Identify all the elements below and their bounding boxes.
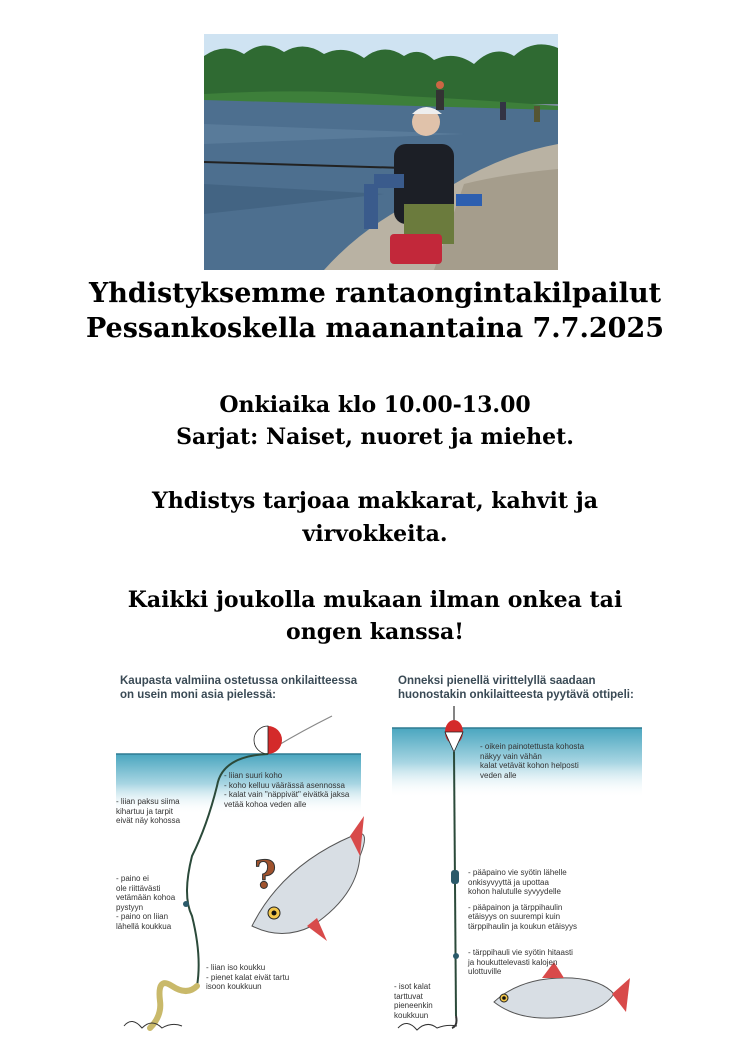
note-line: - kalat vain "näppivät" eivätkä jaksa [224,790,350,799]
note-line: ja houkuttelevasti kalojen [468,957,558,967]
fishing-photo-image [204,34,558,270]
note-line: etäisyys on suurempi kuin [468,912,561,921]
right-note-small [394,982,433,1020]
note-line: veden alle [480,770,517,780]
note-line: lähellä koukkua [116,921,172,931]
left-note-hook [206,963,289,992]
offer-line-2: virvokkeita. [302,521,448,547]
right-note-top [480,742,584,780]
fishing-photo [204,34,558,270]
invite-line-1: Kaikki joukolla mukaan ilman onkea tai [127,587,623,613]
note-line: kalat vetävät kohon helposti [480,761,579,770]
question-mark: ? [254,852,277,897]
note-line: eivät näy kohossa [116,816,181,825]
note-line: isoon koukkuun [206,982,262,991]
note-line: vetämään kohoa [116,893,176,902]
note-line: ole riittävästi [116,883,161,893]
note-line: - liian suuri koho [224,771,283,780]
left-caption-1: Kaupasta valmiina ostetussa onkilaitteessa [120,675,358,687]
tackle-illustration [102,656,652,1046]
note-line: - liian iso koukku [206,963,266,972]
note-line: kihartuu ja tarpit [116,806,173,816]
title-line-1: Yhdistyksemme rantaongintakilpailut [88,278,662,309]
note-line: - liian paksu siima [116,797,180,806]
note-line: - koho kelluu väärässä asennossa [224,780,345,790]
note-line: pieneenkin [394,1001,433,1010]
left-caption-2: on usein moni asia pielessä: [120,689,276,701]
tackle-drawing [102,656,652,1046]
left-note-float [224,771,349,809]
fishing-time: Onkiaika klo 10.00-13.00 [219,392,531,418]
invite-line-2: ongen kanssa! [286,619,464,645]
note-line: onkisyvyyttä ja upottaa [468,877,549,887]
note-line: tärppihaulin ja koukun etäisyys [468,921,577,931]
note-line: - pääpainon ja tärppihaulin [468,902,563,912]
series-text: Sarjat: Naiset, nuoret ja miehet. [176,424,574,450]
note-line: koukkuun [394,1010,429,1020]
note-line: vetää kohoa veden alle [224,799,307,809]
offer-line-1: Yhdistys tarjoaa makkarat, kahvit ja [152,488,598,514]
right-note-low [468,948,573,977]
note-line: tarttuvat [394,991,423,1001]
note-line: - pienet kalat eivät tartu [206,972,290,982]
note-line: näkyy vain vähän [480,751,542,761]
note-line: kohon halutulle syvyydelle [468,887,561,896]
right-caption-1: Onneksi pienellä virittelyllä saadaan [398,675,596,687]
left-note-line [116,797,180,826]
note-line: - oikein painotettusta kohosta [480,742,585,751]
right-note-mid [468,868,577,931]
note-line: ulottuville [468,967,502,976]
title-line-2: Pessankoskella maanantaina 7.7.2025 [85,313,665,344]
left-note-weight [116,874,175,931]
note-line: - pääpaino vie syötin lähelle [468,868,567,877]
note-line: - tärppihauli vie syötin hitaasti [468,948,573,957]
note-line: - paino on liian [116,912,169,921]
right-caption-2: huonostakin onkilaitteesta pyytävä ottipeli: [398,689,634,701]
note-line: - paino ei [116,874,149,883]
note-line: - isot kalat [394,982,431,991]
note-line: pystyyn [116,902,144,912]
